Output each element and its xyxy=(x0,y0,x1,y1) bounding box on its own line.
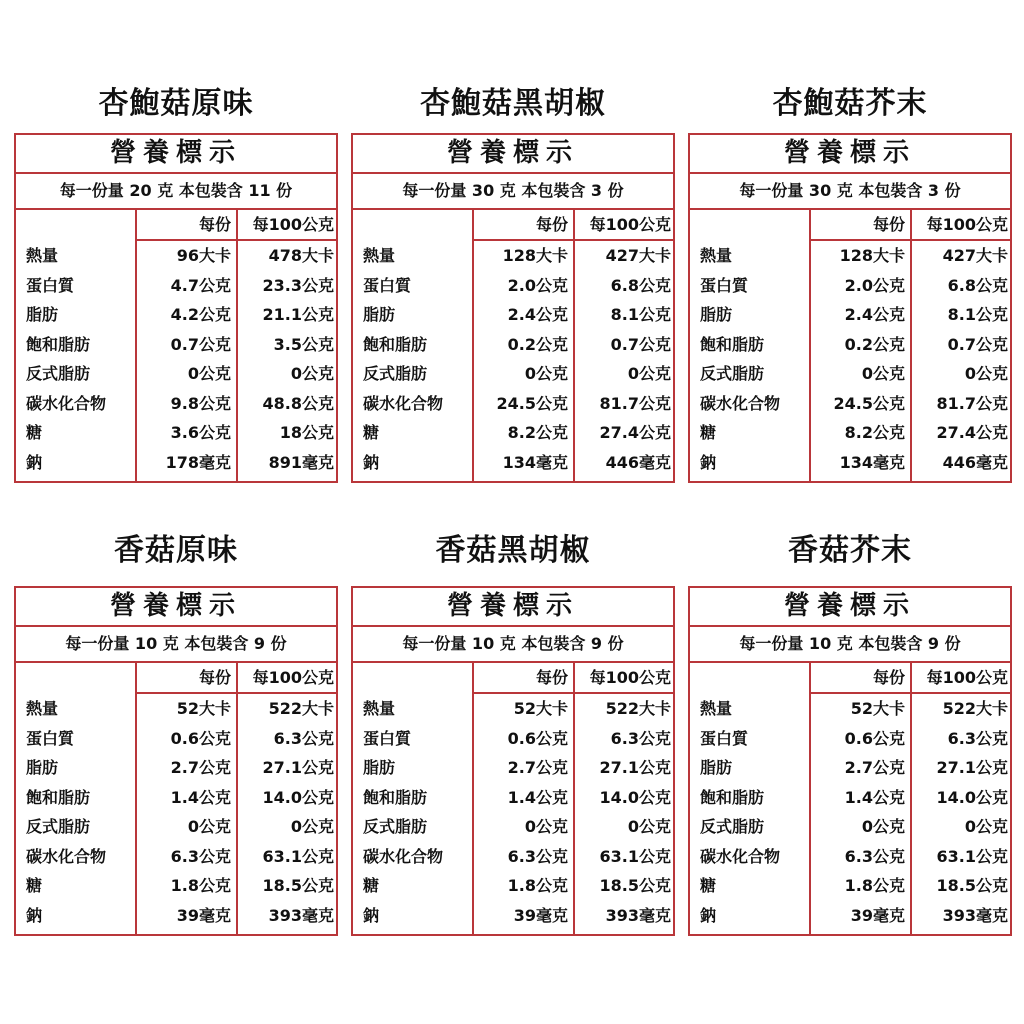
per-serving-value: 52大卡 xyxy=(176,699,231,718)
per-100g-value: 6.3公克 xyxy=(610,728,671,748)
nutrient-name: 蛋白質 xyxy=(26,728,75,748)
per-100g-value: 0公克 xyxy=(290,817,334,836)
per-100g-value: 891毫克 xyxy=(268,452,334,472)
nutrient-name: 碳水化合物 xyxy=(26,846,107,866)
nutrition-label xyxy=(351,586,675,936)
per-100g-value: 14.0公克 xyxy=(599,787,671,807)
nutrient-name: 碳水化合物 xyxy=(26,393,107,413)
nutrient-name: 糖 xyxy=(363,423,380,442)
product-title: 香菇芥末 xyxy=(788,533,912,568)
product-title: 香菇原味 xyxy=(114,533,238,568)
nutrient-row xyxy=(353,724,673,754)
nutrient-row xyxy=(353,812,673,842)
per-100g-value: 0公克 xyxy=(290,364,334,383)
per-100g-value: 393毫克 xyxy=(268,905,334,925)
per-serving-value: 4.7公克 xyxy=(170,275,231,295)
nutrient-name: 碳水化合物 xyxy=(700,393,781,413)
per-serving-value: 2.7公克 xyxy=(844,758,905,777)
nutrient-name: 脂肪 xyxy=(363,758,396,777)
per-100g-value: 81.7公克 xyxy=(599,393,671,413)
per-100g-value: 14.0公克 xyxy=(936,787,1008,807)
nutrient-name: 糖 xyxy=(700,876,717,895)
nutrient-name: 鈉 xyxy=(700,905,717,925)
per-100g-value: 6.8公克 xyxy=(610,275,671,295)
per-100g-value: 393毫克 xyxy=(605,905,671,925)
nutrient-name: 蛋白質 xyxy=(26,275,75,295)
column-header-per-serving: 每份 xyxy=(198,215,231,234)
product-title: 杏鮑菇原味 xyxy=(98,86,254,121)
per-serving-value: 1.8公克 xyxy=(507,876,568,895)
nutrient-name: 反式脂肪 xyxy=(700,817,765,836)
per-serving-value: 8.2公克 xyxy=(507,423,568,442)
nutrient-row xyxy=(690,724,1010,754)
per-serving-value: 1.4公克 xyxy=(507,787,568,807)
column-header-per-serving: 每份 xyxy=(535,668,568,687)
nutrient-name: 飽和脂肪 xyxy=(26,787,91,807)
per-100g-value: 0公克 xyxy=(627,817,671,836)
nutrient-row xyxy=(353,901,673,931)
per-100g-value: 18.5公克 xyxy=(262,876,334,895)
per-serving-value: 0公克 xyxy=(524,817,568,836)
per-100g-value: 27.4公克 xyxy=(599,423,671,442)
nutrient-name: 鈉 xyxy=(363,905,380,925)
column-header-per-serving: 每份 xyxy=(535,215,568,234)
per-100g-value: 63.1公克 xyxy=(262,846,334,866)
column-header-per-100g: 每100公克 xyxy=(252,668,334,687)
per-100g-value: 0.7公克 xyxy=(947,334,1008,354)
nutrient-row xyxy=(353,330,673,360)
per-serving-value: 2.0公克 xyxy=(507,275,568,295)
per-serving-value: 0公克 xyxy=(861,817,905,836)
nutrient-row xyxy=(353,418,673,448)
nutrient-name: 飽和脂肪 xyxy=(700,787,765,807)
nutrient-row xyxy=(16,842,336,872)
per-100g-value: 63.1公克 xyxy=(936,846,1008,866)
column-header-per-100g: 每100公克 xyxy=(926,215,1008,234)
nutrient-name: 熱量 xyxy=(363,699,396,718)
nutrient-row xyxy=(353,300,673,330)
nutrition-label xyxy=(14,586,338,936)
nutrient-name: 反式脂肪 xyxy=(700,364,765,383)
per-serving-value: 9.8公克 xyxy=(170,393,231,413)
per-serving-value: 39毫克 xyxy=(850,905,905,925)
nutrient-row xyxy=(353,842,673,872)
label-header: 營養標示 xyxy=(16,588,336,627)
per-100g-value: 14.0公克 xyxy=(262,787,334,807)
serving-info: 每一份量 30 克 本包裝含 3 份 xyxy=(353,174,673,210)
nutrient-name: 脂肪 xyxy=(26,758,59,777)
serving-info: 每一份量 10 克 本包裝含 9 份 xyxy=(16,627,336,663)
serving-info: 每一份量 10 克 本包裝含 9 份 xyxy=(353,627,673,663)
product-title: 杏鮑菇芥末 xyxy=(772,86,928,121)
per-100g-value: 8.1公克 xyxy=(610,305,671,324)
per-serving-value: 1.8公克 xyxy=(170,876,231,895)
per-100g-value: 446毫克 xyxy=(942,452,1008,472)
per-serving-value: 0公克 xyxy=(524,364,568,383)
serving-info: 每一份量 10 克 本包裝含 9 份 xyxy=(690,627,1010,663)
per-serving-value: 2.7公克 xyxy=(507,758,568,777)
per-100g-value: 427大卡 xyxy=(605,246,671,265)
per-serving-value: 3.6公克 xyxy=(170,423,231,442)
nutrient-row xyxy=(690,694,1010,724)
column-header-per-100g: 每100公克 xyxy=(926,668,1008,687)
per-100g-value: 0.7公克 xyxy=(610,334,671,354)
nutrient-row xyxy=(353,871,673,901)
nutrient-name: 反式脂肪 xyxy=(26,364,91,383)
per-100g-value: 8.1公克 xyxy=(947,305,1008,324)
nutrient-row xyxy=(690,389,1010,419)
per-serving-value: 52大卡 xyxy=(513,699,568,718)
per-100g-value: 48.8公克 xyxy=(262,393,334,413)
column-header-per-100g: 每100公克 xyxy=(589,215,671,234)
nutrition-table xyxy=(690,663,1010,934)
nutrient-row xyxy=(690,783,1010,813)
nutrient-name: 蛋白質 xyxy=(700,728,749,748)
per-100g-value: 522大卡 xyxy=(605,699,671,718)
per-100g-value: 522大卡 xyxy=(942,699,1008,718)
nutrient-row xyxy=(353,783,673,813)
nutrition-table xyxy=(16,210,336,481)
nutrient-row xyxy=(16,783,336,813)
per-100g-value: 27.1公克 xyxy=(599,758,671,777)
per-100g-value: 522大卡 xyxy=(268,699,334,718)
nutrient-row xyxy=(16,241,336,271)
per-serving-value: 0公克 xyxy=(861,364,905,383)
nutrient-name: 碳水化合物 xyxy=(363,846,444,866)
nutrient-row xyxy=(353,271,673,301)
per-serving-value: 6.3公克 xyxy=(507,846,568,866)
per-serving-value: 0.7公克 xyxy=(170,334,231,354)
nutrient-name: 脂肪 xyxy=(700,305,733,324)
nutrient-name: 碳水化合物 xyxy=(700,846,781,866)
per-serving-value: 0公克 xyxy=(187,817,231,836)
nutrient-row xyxy=(690,871,1010,901)
nutrient-name: 糖 xyxy=(26,423,43,442)
product-title: 杏鮑菇黑胡椒 xyxy=(420,86,606,121)
per-serving-value: 134毫克 xyxy=(839,452,905,472)
label-header: 營養標示 xyxy=(353,588,673,627)
column-header-per-serving: 每份 xyxy=(198,668,231,687)
label-header: 營養標示 xyxy=(16,135,336,174)
per-100g-value: 478大卡 xyxy=(268,246,334,265)
column-header-per-100g: 每100公克 xyxy=(252,215,334,234)
nutrient-row xyxy=(16,694,336,724)
nutrient-row xyxy=(16,901,336,931)
per-serving-value: 39毫克 xyxy=(176,905,231,925)
per-100g-value: 0公克 xyxy=(627,364,671,383)
nutrition-table xyxy=(353,210,673,481)
per-serving-value: 128大卡 xyxy=(839,246,905,265)
nutrient-row xyxy=(16,418,336,448)
nutrient-row xyxy=(353,241,673,271)
per-100g-value: 393毫克 xyxy=(942,905,1008,925)
per-serving-value: 2.4公克 xyxy=(844,305,905,324)
per-serving-value: 128大卡 xyxy=(502,246,568,265)
nutrient-row xyxy=(690,271,1010,301)
per-100g-value: 18公克 xyxy=(279,423,334,442)
nutrient-row xyxy=(16,724,336,754)
nutrient-name: 鈉 xyxy=(363,452,380,472)
per-serving-value: 134毫克 xyxy=(502,452,568,472)
per-100g-value: 6.3公克 xyxy=(273,728,334,748)
nutrient-row xyxy=(16,300,336,330)
column-header-per-serving: 每份 xyxy=(872,215,905,234)
nutrient-name: 鈉 xyxy=(26,452,43,472)
nutrient-name: 熱量 xyxy=(700,246,733,265)
nutrient-row xyxy=(353,359,673,389)
column-header-per-serving: 每份 xyxy=(872,668,905,687)
nutrient-name: 糖 xyxy=(26,876,43,895)
nutrient-row xyxy=(353,448,673,478)
nutrient-row xyxy=(690,812,1010,842)
per-serving-value: 2.4公克 xyxy=(507,305,568,324)
nutrient-name: 脂肪 xyxy=(700,758,733,777)
nutrition-label xyxy=(14,133,338,483)
per-100g-value: 27.4公克 xyxy=(936,423,1008,442)
per-serving-value: 2.7公克 xyxy=(170,758,231,777)
per-100g-value: 6.8公克 xyxy=(947,275,1008,295)
per-100g-value: 6.3公克 xyxy=(947,728,1008,748)
nutrient-row xyxy=(16,753,336,783)
per-100g-value: 27.1公克 xyxy=(936,758,1008,777)
nutrient-row xyxy=(690,300,1010,330)
per-100g-value: 23.3公克 xyxy=(262,275,334,295)
nutrient-name: 反式脂肪 xyxy=(363,364,428,383)
nutrient-row xyxy=(16,330,336,360)
nutrient-name: 鈉 xyxy=(700,452,717,472)
nutrient-name: 糖 xyxy=(700,423,717,442)
per-100g-value: 18.5公克 xyxy=(936,876,1008,895)
label-header: 營養標示 xyxy=(690,135,1010,174)
per-serving-value: 1.4公克 xyxy=(170,787,231,807)
serving-info: 每一份量 30 克 本包裝含 3 份 xyxy=(690,174,1010,210)
per-serving-value: 8.2公克 xyxy=(844,423,905,442)
nutrient-row xyxy=(16,359,336,389)
per-serving-value: 39毫克 xyxy=(513,905,568,925)
nutrition-label xyxy=(688,586,1012,936)
nutrient-name: 飽和脂肪 xyxy=(363,787,428,807)
nutrient-name: 脂肪 xyxy=(26,305,59,324)
nutrient-name: 飽和脂肪 xyxy=(700,334,765,354)
per-serving-value: 0.6公克 xyxy=(507,728,568,748)
nutrient-row xyxy=(690,448,1010,478)
nutrient-name: 脂肪 xyxy=(363,305,396,324)
nutrient-row xyxy=(16,812,336,842)
column-header-per-100g: 每100公克 xyxy=(589,668,671,687)
per-serving-value: 0.2公克 xyxy=(507,334,568,354)
nutrient-name: 飽和脂肪 xyxy=(26,334,91,354)
per-serving-value: 0.6公克 xyxy=(170,728,231,748)
nutrition-table xyxy=(353,663,673,934)
per-serving-value: 2.0公克 xyxy=(844,275,905,295)
nutrient-row xyxy=(353,694,673,724)
nutrient-name: 熱量 xyxy=(700,699,733,718)
nutrient-row xyxy=(16,389,336,419)
per-serving-value: 6.3公克 xyxy=(844,846,905,866)
per-serving-value: 0公克 xyxy=(187,364,231,383)
per-serving-value: 52大卡 xyxy=(850,699,905,718)
per-serving-value: 0.6公克 xyxy=(844,728,905,748)
per-100g-value: 21.1公克 xyxy=(262,305,334,324)
nutrient-name: 蛋白質 xyxy=(363,728,412,748)
nutrition-label xyxy=(351,133,675,483)
nutrient-row xyxy=(16,271,336,301)
nutrient-name: 熱量 xyxy=(363,246,396,265)
label-header: 營養標示 xyxy=(690,588,1010,627)
nutrient-row xyxy=(690,418,1010,448)
per-serving-value: 178毫克 xyxy=(165,452,231,472)
per-serving-value: 1.8公克 xyxy=(844,876,905,895)
nutrient-name: 蛋白質 xyxy=(363,275,412,295)
nutrient-name: 糖 xyxy=(363,876,380,895)
nutrient-row xyxy=(690,330,1010,360)
nutrient-row xyxy=(690,753,1010,783)
nutrient-name: 鈉 xyxy=(26,905,43,925)
per-100g-value: 3.5公克 xyxy=(273,334,334,354)
per-100g-value: 427大卡 xyxy=(942,246,1008,265)
per-100g-value: 0公克 xyxy=(964,364,1008,383)
nutrition-table xyxy=(690,210,1010,481)
per-100g-value: 18.5公克 xyxy=(599,876,671,895)
nutrition-label xyxy=(688,133,1012,483)
nutrient-name: 反式脂肪 xyxy=(363,817,428,836)
nutrient-row xyxy=(690,842,1010,872)
per-serving-value: 1.4公克 xyxy=(844,787,905,807)
per-100g-value: 81.7公克 xyxy=(936,393,1008,413)
per-serving-value: 4.2公克 xyxy=(170,305,231,324)
per-100g-value: 63.1公克 xyxy=(599,846,671,866)
nutrient-name: 蛋白質 xyxy=(700,275,749,295)
nutrient-row xyxy=(353,753,673,783)
nutrient-name: 碳水化合物 xyxy=(363,393,444,413)
nutrient-row xyxy=(16,448,336,478)
nutrient-row xyxy=(690,901,1010,931)
nutrient-row xyxy=(353,389,673,419)
per-serving-value: 96大卡 xyxy=(176,246,231,265)
per-serving-value: 24.5公克 xyxy=(496,393,568,413)
per-100g-value: 0公克 xyxy=(964,817,1008,836)
nutrient-name: 飽和脂肪 xyxy=(363,334,428,354)
nutrient-name: 反式脂肪 xyxy=(26,817,91,836)
nutrition-table xyxy=(16,663,336,934)
per-serving-value: 0.2公克 xyxy=(844,334,905,354)
per-100g-value: 446毫克 xyxy=(605,452,671,472)
product-title: 香菇黑胡椒 xyxy=(435,533,591,568)
label-header: 營養標示 xyxy=(353,135,673,174)
serving-info: 每一份量 20 克 本包裝含 11 份 xyxy=(16,174,336,210)
per-100g-value: 27.1公克 xyxy=(262,758,334,777)
per-serving-value: 6.3公克 xyxy=(170,846,231,866)
nutrient-row xyxy=(690,359,1010,389)
nutrient-row xyxy=(16,871,336,901)
nutrient-row xyxy=(690,241,1010,271)
nutrient-name: 熱量 xyxy=(26,246,59,265)
nutrient-name: 熱量 xyxy=(26,699,59,718)
per-serving-value: 24.5公克 xyxy=(833,393,905,413)
